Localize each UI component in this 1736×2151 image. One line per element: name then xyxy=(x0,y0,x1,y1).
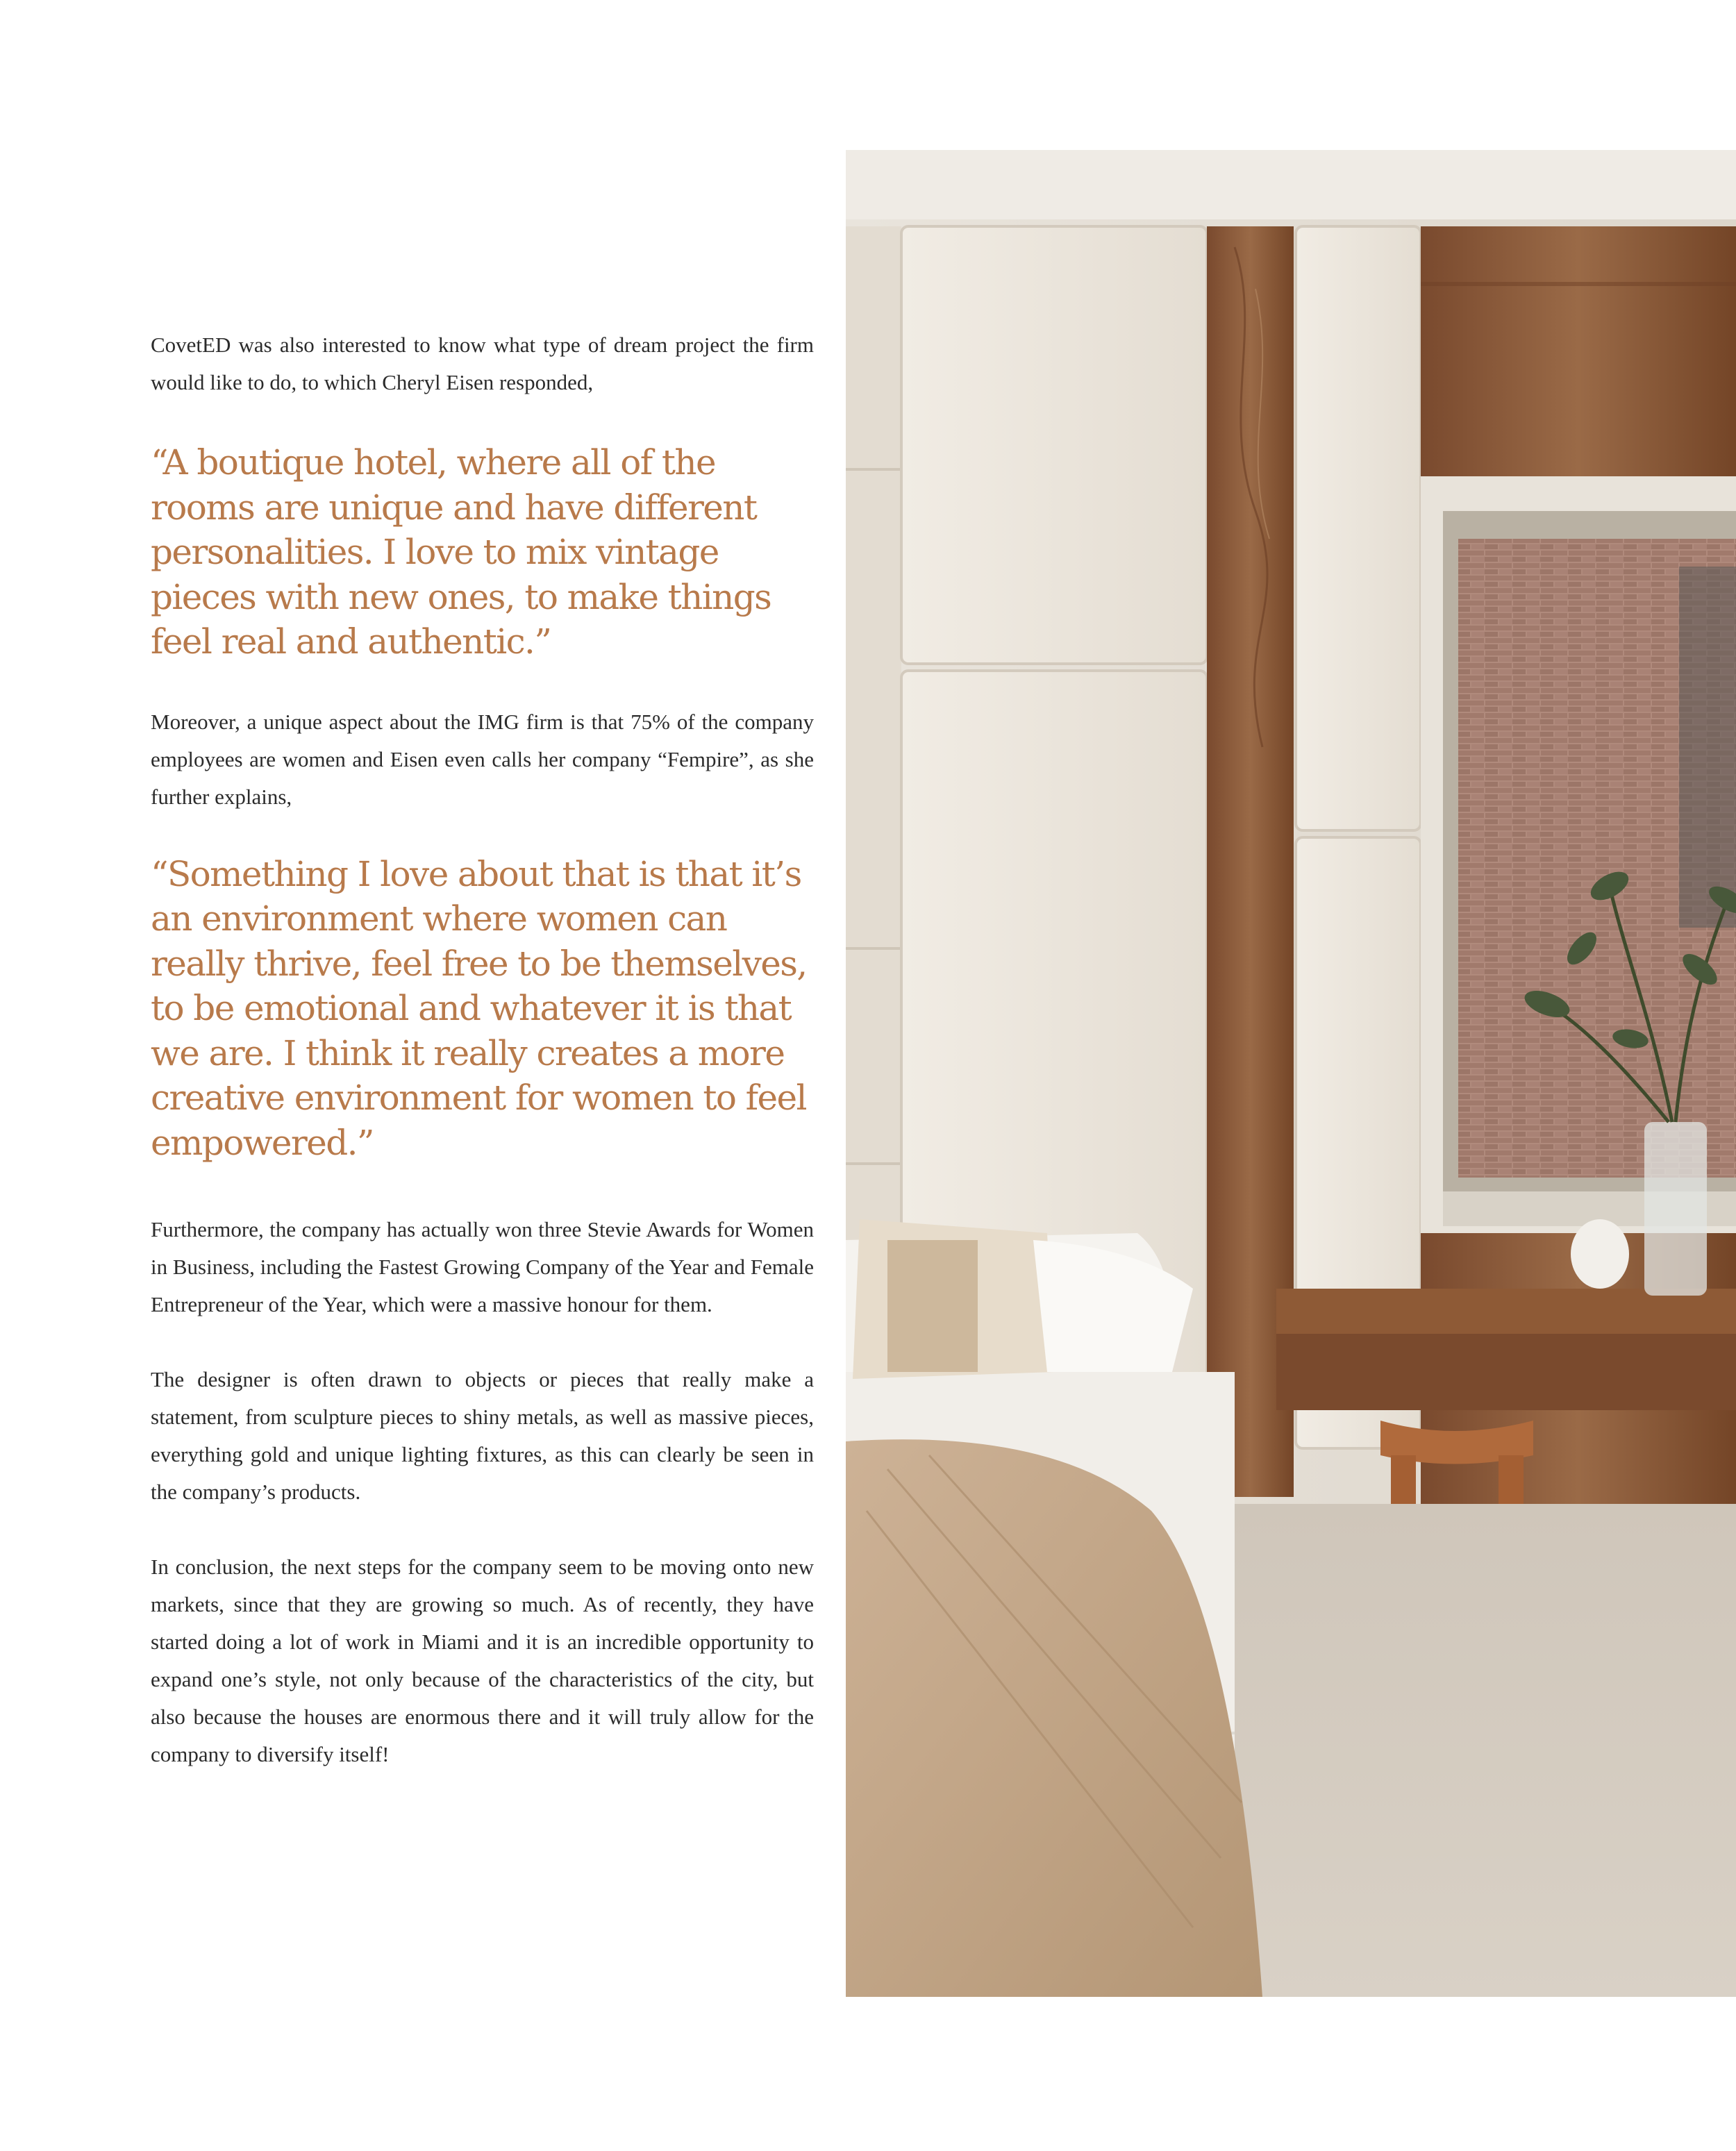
body-paragraph-fempire: Moreover, a unique aspect about the IMG firm is that 75% of the company employees are women and Eisen even calls her company “Fempire”, as she further explains, xyxy=(151,709,814,809)
article-text-column xyxy=(151,326,814,1773)
bedroom-photo xyxy=(846,150,1736,1997)
body-paragraph-statement-pieces: The designer is often drawn to objects or pieces that really make a statement, from sculpture pieces to shiny metals, as well as massive pieces, everything gold and unique lighting fixtures, as this can clearly be seen in the company’s products. xyxy=(151,1367,814,1504)
body-paragraph-stevie-awards: Furthermore, the company has actually won three Stevie Awards for Women in Business, including the Fastest Growing Company of the Year and Female Entrepreneur of the Year, which were a massive honour for them. xyxy=(151,1217,814,1316)
pull-quote-women-environment: “Something I love about that is that it’s an environment where women can really thrive, feel free to be themselves, to be emotional and whatever it is that we are. I think it really creates a more creative environment for women to feel empowered.” xyxy=(151,853,807,1163)
body-paragraph-dream-project: CovetED was also interested to know what type of dream project the firm would like to do, to which Cheryl Eisen responded, xyxy=(151,333,814,394)
pull-quote-boutique-hotel: “A boutique hotel, where all of the rooms are unique and have different personalities. I love to mix vintage pieces with new ones, to make things feel real and authentic.” xyxy=(151,442,771,662)
body-paragraph-conclusion: In conclusion, the next steps for the company seem to be moving onto new markets, since that they are growing so much. As of recently, they have started doing a lot of work in Miami and it is an incredible opportunity to expand one’s style, not only because of the characteristics of the city, but also because the houses are enormous there and it will truly allow for the company to diversify itself! xyxy=(151,1555,814,1766)
